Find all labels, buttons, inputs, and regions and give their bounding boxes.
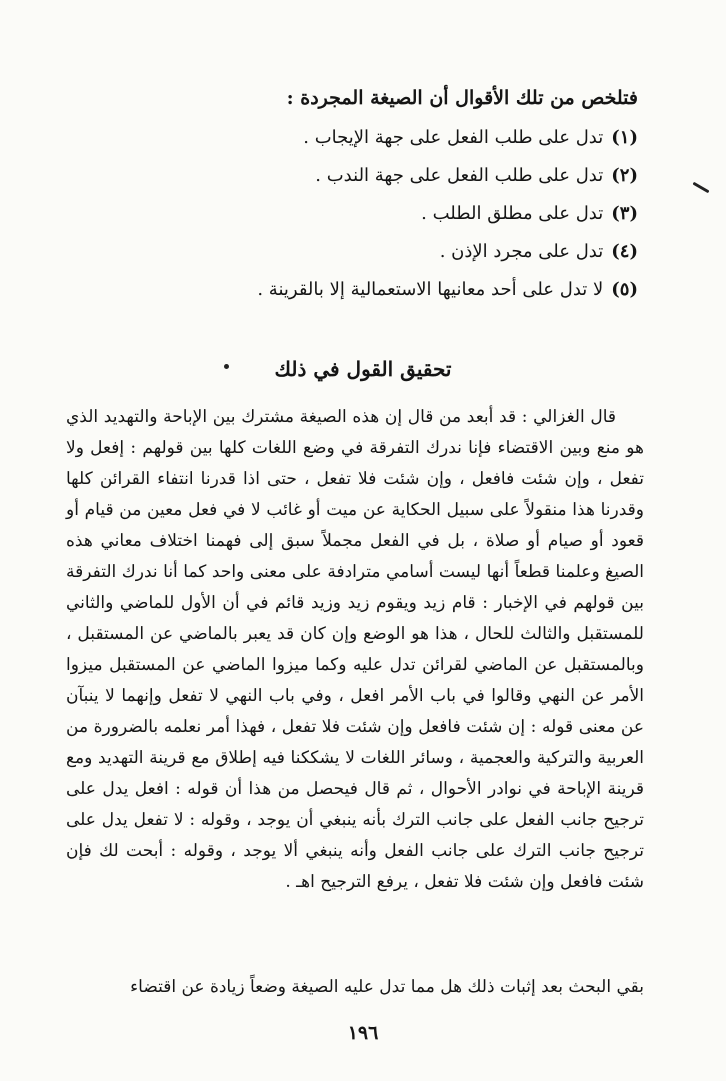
margin-mark [692,182,709,194]
final-paragraph: بقي البحث بعد إثبات ذلك هل مما تدل عليه الصيغة وضعاً زيادة عن اقتضاء [130,977,644,997]
list-item [78,238,638,276]
page-number: ١٩٦ [347,1022,379,1044]
list-item-text: تدل على طلب الفعل على جهة الإيجاب . [303,127,604,148]
summary-intro: فتلخص من تلك الأقوال أن الصيغة المجردة : [286,87,638,109]
list-item-number: (٢) [611,165,638,186]
list-item-number: (٤) [611,241,638,262]
list-item-text: تدل على مجرد الإذن . [439,241,604,262]
section-heading: تحقيق القول في ذلك [274,357,452,381]
summary-list [78,124,638,314]
list-item-text: لا تدل على أحد معانيها الاستعمالية إلا بالقرينة . [257,279,604,300]
body-text [66,402,644,898]
list-item [78,276,638,314]
decorative-dot [224,364,229,369]
list-item-number: (١) [611,127,638,148]
list-item-number: (٣) [611,203,638,224]
list-item [78,200,638,238]
list-item [78,162,638,200]
list-item-text: تدل على مطلق الطلب . [421,203,604,224]
list-item [78,124,638,162]
list-item-number: (٥) [611,279,638,300]
list-item-text: تدل على طلب الفعل على جهة الندب . [315,165,604,186]
body-paragraph: قال الغزالي : قد أبعد من قال إن هذه الصيغة مشترك بين الإباحة والتهديد الذي هو منع وبين الاقتضاء فإنا ندرك التفرقة في وضع اللغات كلها بين قولهم : إفعل ولا تفعل ، وإن شئت فافعل ، وإن شئت فلا تفعل ، حتى اذا قدرنا انتفاء القرائن كلها وقدرنا هذا منقولاً على سبيل الحكاية عن ميت أو غائب لا في فعل معين من قيام أو قعود أو صيام أو صلاة ، بل في الفعل مجملاً سبق إلى فهمنا اختلاف معاني هذه الصيغ وعلمنا قطعاً أنها ليست أسامي مترادفة على معنى واحد كما أنا ندرك التفرقة بين قولهم في الإخبار : قام زيد ويقوم زيد وزيد قائم في أن الأول للماضي والثاني للمستقبل والثالث للحال ، هذا هو الوضع وإن كان قد يعبر بالماضي عن المستقبل ، وبالمستقبل عن الماضي لقرائن تدل عليه وكما ميزوا الماضي عن المستقبل ميزوا الأمر عن النهي وقالوا في باب الأمر افعل ، وفي باب النهي لا تفعل وإنهما لا ينبآن عن معنى قوله : إن شئت فافعل وإن شئت فلا تفعل ، فهذا أمر نعلمه بالضرورة من العربية والتركية والعجمية ، وسائر اللغات لا يشككنا فيه إطلاق مع قرينة التهديد ومع قرينة الإباحة في نوادر الأحوال ، ثم قال فيحصل من هذا أن قوله : افعل يدل على ترجيح جانب الفعل على جانب الترك بأنه ينبغي أن يوجد ، وقوله : لا تفعل يدل على ترجيح جانب الترك على جانب الفعل وأنه ينبغي ألا يوجد ، وقوله : أبحت لك فإن شئت فافعل وإن شئت فلا تفعل ، يرفع الترجيح اهـ . [66,407,644,892]
